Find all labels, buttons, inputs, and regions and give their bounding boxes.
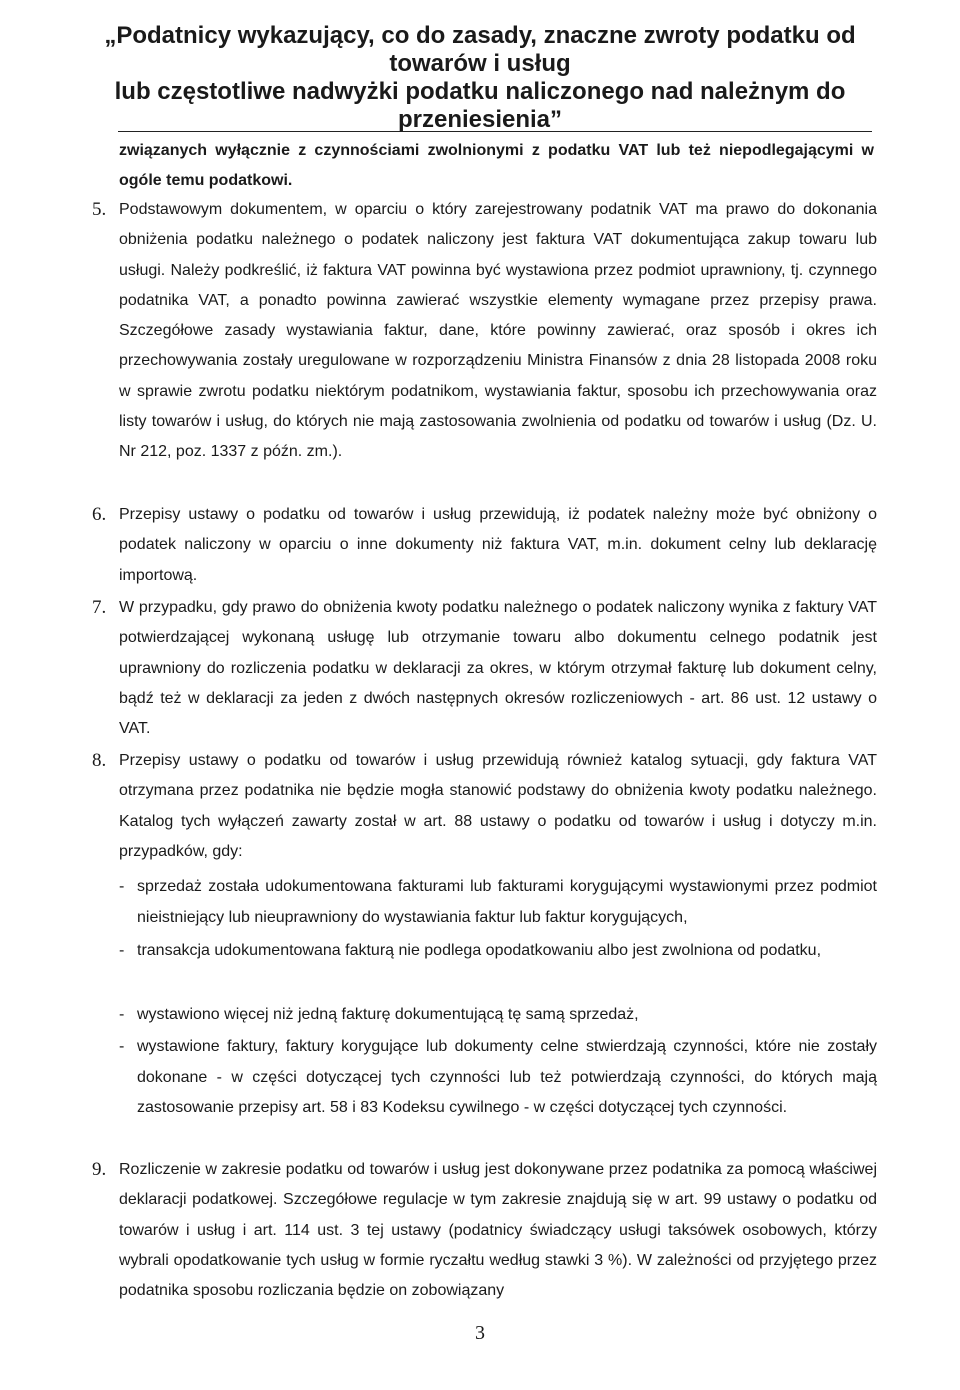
header-line: lub częstotliwe nadwyżki podatku naliczonego nad należnym do (114, 78, 846, 105)
item-text: Przepisy ustawy o podatku od towarów i usług przewidują, iż podatek należny może być obniżony o podatek naliczony w oparciu o inne dokumenty niż faktura VAT, m.in. dokument celny lub deklarację importową. (119, 506, 877, 584)
header-line: towarów i usług (389, 50, 571, 77)
dash-bullet: - (119, 878, 125, 895)
header-line: przeniesienia” (397, 106, 563, 133)
page-number: 3 (475, 1322, 485, 1344)
item-number: 6. (92, 504, 107, 525)
sub-item-text: wystawione faktury, faktury korygujące lub dokumenty celne stwierdzają czynności, które nie zostały dokonane - w części dotyczącej tych czynności lub też potwierdzają czynności, do których mają zastosowanie przepisy art. 58 i 83 Kodeksu cywilnego - w części dotyczącej tych czynności. (137, 1038, 877, 1116)
sub-item-text: transakcja udokumentowana fakturą nie podlega opodatkowaniu albo jest zwolniona od podatku, (137, 942, 822, 959)
item-text: Podstawowym dokumentem, w oparciu o który zarejestrowany podatnik VAT ma prawo do dokonania obniżenia podatku należnego o podatek naliczony jest faktura VAT dokumentująca zakup towaru lub usługi. Należy podkreślić, iż faktura VAT powinna być wystawiona przez podmiot uprawniony, tj. czynnego podatnika VAT, a ponadto powinna zawierać wszystkie elementy wymagane przez przepisy prawa. Szczegółowe zasady wystawiania faktur, dane, które powinny zawierać, oraz sposób i okres ich przechowywania zostały uregulowane w rozporządzeniu Ministra Finansów z dnia 28 listopada 2008 roku w sprawie zwrotu podatku niektórym podatnikom, wystawiania faktur, sposobu ich przechowywania oraz listy towarów i usług, do których nie mają zastosowania zwolnienia od podatku od towarów i usług (Dz. U. Nr 212, poz. 1337 z późn. zm.). (119, 201, 877, 461)
carryover-paragraph: związanych wyłącznie z czynnościami zwolnionymi z podatku VAT lub też niepodlegającymi w ogóle temu podatkowi. (119, 142, 874, 189)
item-text: Rozliczenie w zakresie podatku od towarów i usług jest dokonywane przez podatnika za pomocą właściwej deklaracji podatkowej. Szczegółowe regulacje w tym zakresie znajdują się w art. 99 ustawy o podatku od towarów i usług i art. 114 ust. 3 tej ustawy (podatnicy świadczący usługi taksówek osobowych, którzy wybrali opodatkowanie tych usług w formie ryczałtu według stawki 3 %). W zależności od przyjętego przez podatnika sposobu rozliczania będzie on zobowiązany (119, 1161, 877, 1300)
item-text: Przepisy ustawy o podatku od towarów i usług przewidują również katalog sytuacji, gdy faktura VAT otrzymana przez podatnika nie będzie mogła stanowić podstawy do obniżenia kwoty podatku należnego. Katalog tych wyłączeń zawarty został w art. 88 ustawy o podatku od towarów i usług i dotyczy m.in. przypadków, gdy: (119, 752, 877, 860)
sub-item-text: wystawiono więcej niż jedną fakturę dokumentującą tę samą sprzedaż, (137, 1006, 639, 1023)
item-number: 5. (92, 199, 107, 220)
header-line: „Podatnicy wykazujący, co do zasady, znaczne zwroty podatku od (104, 22, 856, 49)
dash-bullet: - (119, 1038, 125, 1055)
document-header (70, 22, 890, 134)
dash-bullet: - (119, 942, 125, 959)
item-text: W przypadku, gdy prawo do obniżenia kwoty podatku należnego o podatek naliczony wynika z faktury VAT potwierdzającej wykonaną usługę lub otrzymanie towaru albo dokumentu celnego podatnik jest uprawniony do rozliczenia podatku w deklaracji za okres, w którym otrzymał fakturę lub dokument celny, bądź też w deklaracji za jeden z dwóch następnych okresów rozliczeniowych - art. 86 ust. 12 ustawy o VAT. (119, 599, 877, 738)
dash-bullet: - (119, 1006, 125, 1023)
item-number: 8. (92, 750, 107, 771)
header-divider (118, 131, 872, 132)
sub-item-text: sprzedaż została udokumentowana fakturami lub fakturami korygującymi wystawionymi przez podmiot nieistniejący lub nieuprawniony do wystawiania faktur lub faktur korygujących, (137, 878, 877, 926)
item-number: 7. (92, 597, 107, 618)
item-number: 9. (92, 1159, 107, 1180)
